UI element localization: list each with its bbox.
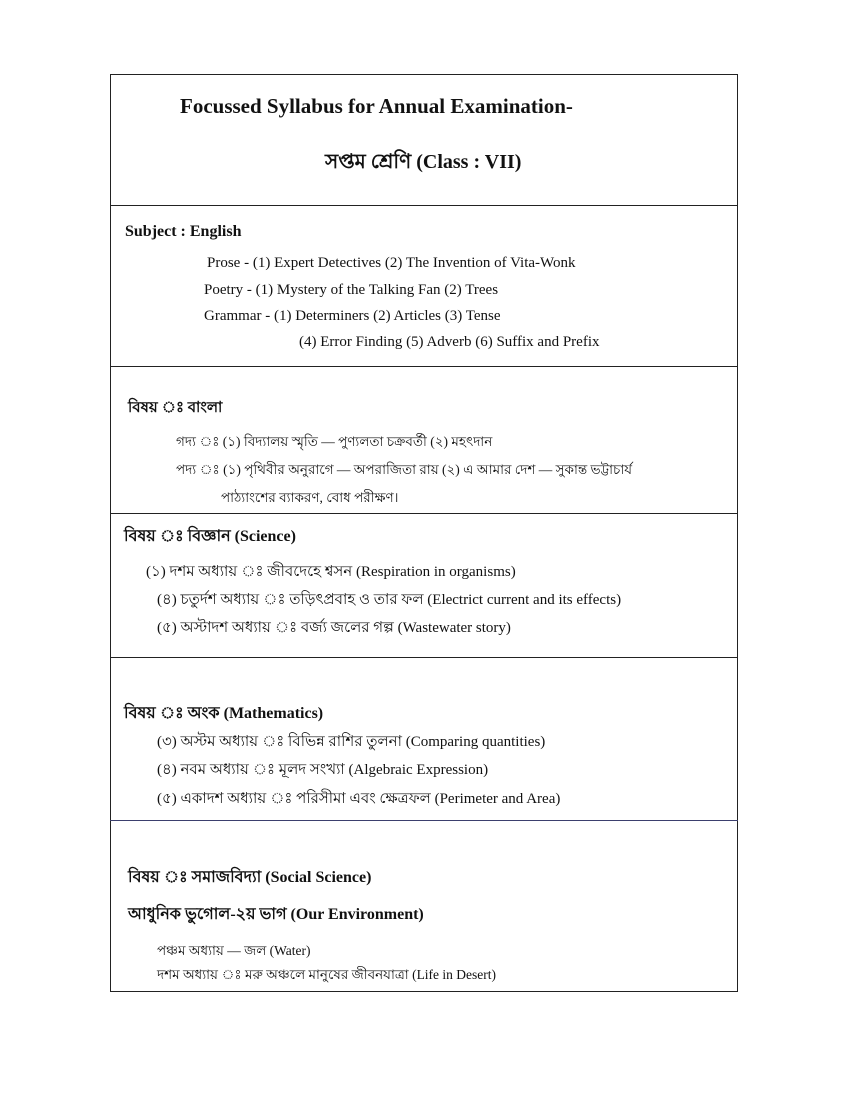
english-poetry: Poetry - (1) Mystery of the Talking Fan (2) Trees <box>204 282 499 298</box>
divider-science <box>110 657 738 658</box>
divider-maths <box>110 820 738 821</box>
maths-item-3: (৫) একাদশ অধ্যায় ঃ পরিসীমা এবং ক্ষেত্রফল (Perimeter and Area) <box>157 791 561 807</box>
class-line: সপ্তম শ্রেণি (Class : VII) <box>325 151 522 173</box>
social-subheading: আধুনিক ভুগোল-২য় ভাগ (Our Environment) <box>128 906 424 923</box>
maths-heading: বিষয় ঃ অংক (Mathematics) <box>124 705 324 722</box>
social-item-1: পঞ্চম অধ্যায় — জল (Water) <box>157 943 311 958</box>
english-grammar-2: (4) Error Finding (5) Adverb (6) Suffix and Prefix <box>299 334 600 350</box>
maths-item-1: (৩) অস্টম অধ্যায় ঃ বিভিন্ন রাশির তুলনা (Comparing quantities) <box>157 734 546 750</box>
maths-item-2: (৪) নবম অধ্যায় ঃ মূলদ সংখ্যা (Algebraic Expression) <box>157 762 489 778</box>
page-title: Focussed Syllabus for Annual Examination- <box>180 94 573 118</box>
divider-english <box>110 366 738 367</box>
english-heading: Subject : English <box>125 223 242 240</box>
science-heading: বিষয় ঃ বিজ্ঞান (Science) <box>124 528 296 545</box>
english-grammar-1: Grammar - (1) Determiners (2) Articles (3) Tense <box>204 308 501 324</box>
english-prose: Prose - (1) Expert Detectives (2) The Invention of Vita-Wonk <box>207 255 576 271</box>
bangla-gadya: গদ্য ঃ (১) বিদ্যালয় স্মৃতি — পুণ্যলতা চক্রবর্তী (২) মহৎদান <box>176 434 493 449</box>
science-item-1: (১) দশম অধ্যায় ঃ জীবদেহে শ্বসন (Respiration in organisms) <box>146 564 516 580</box>
science-item-2: (৪) চতুর্দশ অধ্যায় ঃ তড়িৎপ্রবাহ ও তার ফল (Electrict current and its effects) <box>157 592 622 608</box>
social-item-2: দশম অধ্যায় ঃ মরু অঞ্চলে মানুষের জীবনযাত্রা (Life in Desert) <box>157 967 497 982</box>
divider-header <box>110 205 738 206</box>
bangla-heading: বিষয় ঃ বাংলা <box>128 400 223 416</box>
social-heading: বিষয় ঃ সমাজবিদ্যা (Social Science) <box>128 869 372 886</box>
divider-bangla <box>110 513 738 514</box>
bangla-padya: পদ্য ঃ (১) পৃথিবীর অনুরাগে — অপরাজিতা রায় (২) এ আমার দেশ — সুকান্ত ভট্টাচার্য <box>176 462 633 477</box>
bangla-grammar: পাঠ্যাংশের ব্যাকরণ, বোধ পরীক্ষণ। <box>221 490 399 505</box>
science-item-3: (৫) অস্টাদশ অধ্যায় ঃ বর্জ্য জলের গল্প (Wastewater story) <box>157 620 511 636</box>
